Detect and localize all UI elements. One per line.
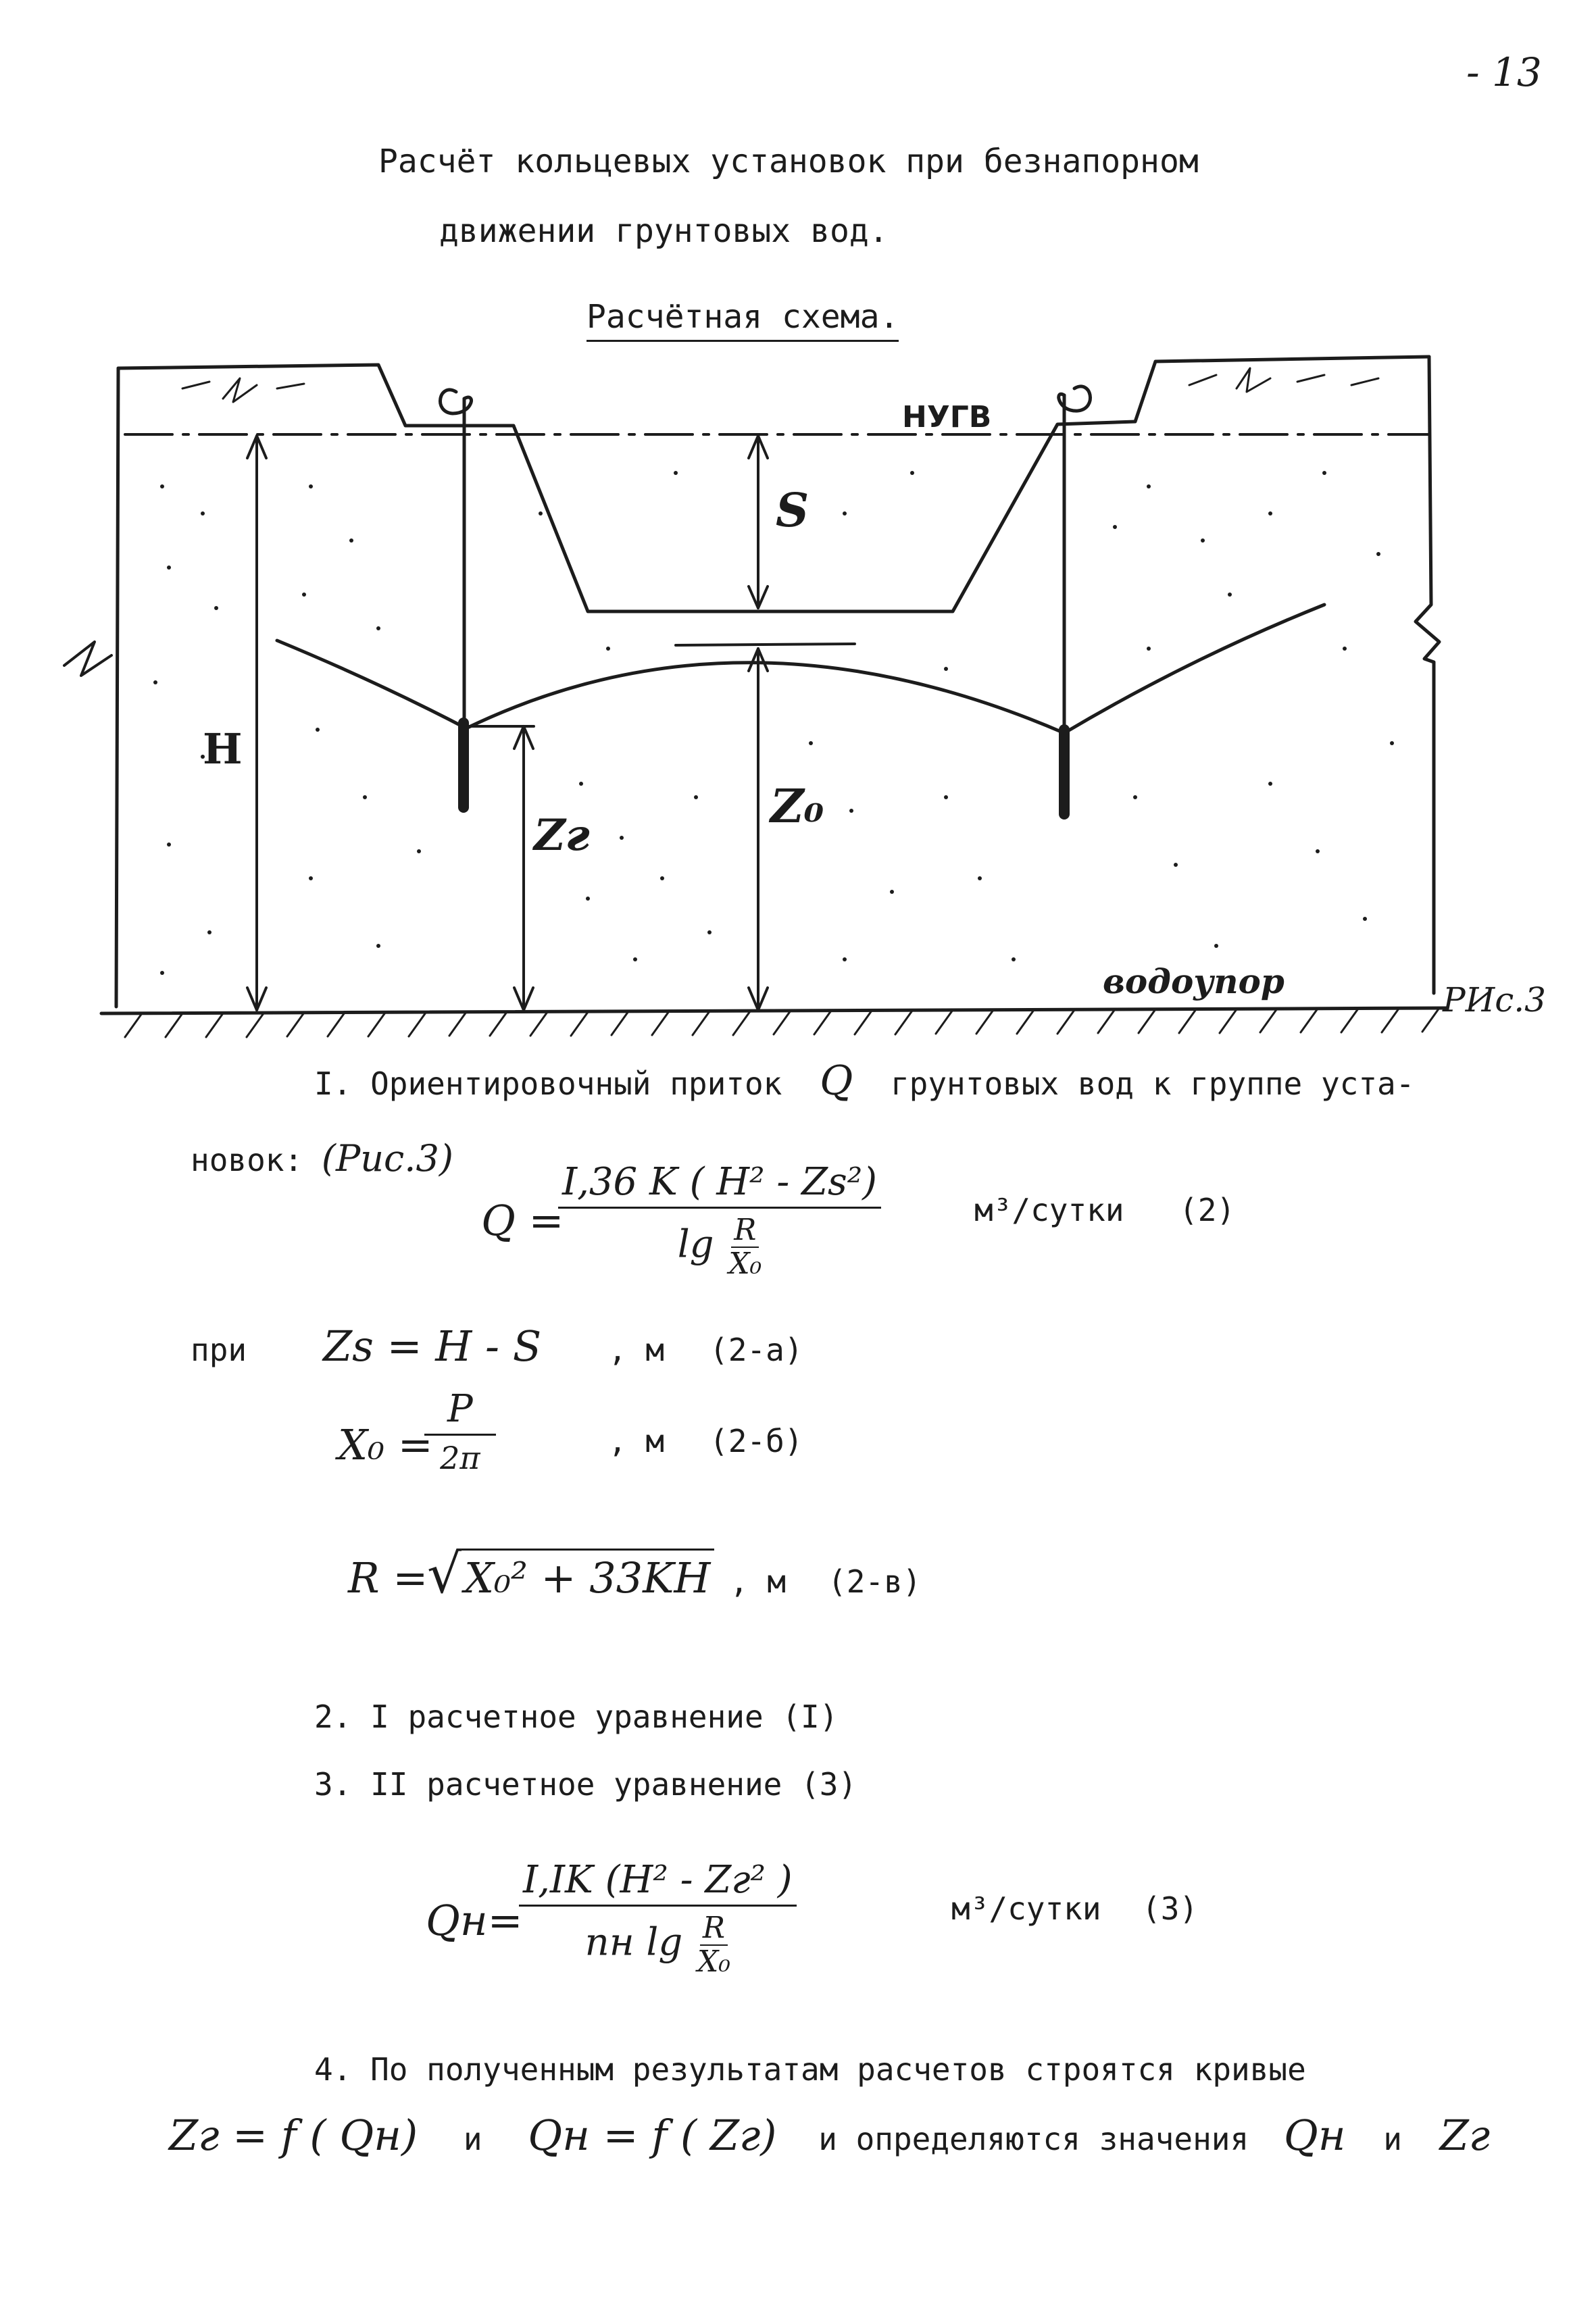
formula-2v-units: , м [730, 1563, 787, 1600]
item-1-line-2: новок: (Рис.3) [191, 1137, 453, 1180]
label-nugv: НУГВ [902, 400, 992, 434]
formula-2b-fraction [424, 1387, 496, 1476]
item-2: 2. I расчетное уравнение (I) [314, 1699, 839, 1735]
formula-3-lhs: Qн= [426, 1896, 523, 1945]
formula-2v-root: √X₀² + 33KH [427, 1547, 714, 1601]
label-z0: Z₀ [770, 780, 824, 834]
formula-2a-expression: Zs = H - S [323, 1322, 542, 1371]
label-vodoupor: водоупор [1103, 961, 1285, 1001]
title-line-2: движении грунтовых вод. [439, 212, 889, 250]
formula-2-denominator: lg $\frac{R}{\text{X₀}}$ [677, 1213, 762, 1281]
formula-2b-units: , м [608, 1423, 665, 1459]
formula-2a-units: , м [608, 1332, 665, 1368]
item-3: 3. II расчетное уравнение (3) [314, 1766, 857, 1803]
formula-2-lhs: Q = [481, 1196, 564, 1245]
page-number: - 13 [1466, 49, 1542, 95]
formula-2-number: (2) [1179, 1192, 1236, 1228]
formula-3-fraction [519, 1858, 797, 1979]
title-line-1: Расчёт кольцевых установок при безнапорном [378, 143, 1199, 180]
function-qn-of-zg: Qн = f ( Zг) [528, 2111, 777, 2160]
formula-3-number: (3) [1142, 1890, 1199, 1927]
formula-3-numerator: I,IK (H² - Zг² ) [519, 1861, 797, 1907]
formula-2b-lhs: X₀ = [338, 1420, 433, 1469]
item-4-functions: Zг = f ( Qн) и Qн = f ( Zг) и определяются значения Qн и Zг [169, 2111, 1491, 2160]
function-zg-of-qn: Zг = f ( Qн) [169, 2111, 418, 2160]
scheme-heading: Расчётная схема. [587, 301, 899, 333]
label-zg: Zг [534, 810, 590, 861]
label-h: H [203, 724, 243, 774]
formula-2a-prefix: при [191, 1332, 247, 1368]
formula-2a-number: (2-а) [709, 1332, 803, 1368]
figure-label: РИс.3 [1443, 980, 1546, 1020]
formula-3-units: м³/сутки [951, 1890, 1101, 1927]
formula-2b-number: (2-б) [709, 1423, 803, 1459]
formula-2-units: м³/сутки [974, 1192, 1124, 1228]
formula-2-fraction [558, 1160, 881, 1281]
item-4-text: 4. По полученным результатам расчетов строятся кривые [314, 2051, 1306, 2088]
formula-3-denominator: nн lg $\frac{R}{\text{X₀}}$ [584, 1911, 730, 1979]
formula-2b-numerator: P [424, 1390, 496, 1436]
label-s: S [776, 484, 809, 538]
formula-2v-number: (2-в) [828, 1563, 922, 1600]
formula-2b-denominator: 2π [440, 1440, 480, 1476]
formula-2-numerator: I,36 K ( H² - Zs²) [558, 1163, 881, 1209]
formula-2v-lhs: R = [348, 1553, 428, 1603]
item-1-line-1: I. Ориентировочный приток Q грунтовых вод к группе уста- [314, 1057, 1415, 1105]
